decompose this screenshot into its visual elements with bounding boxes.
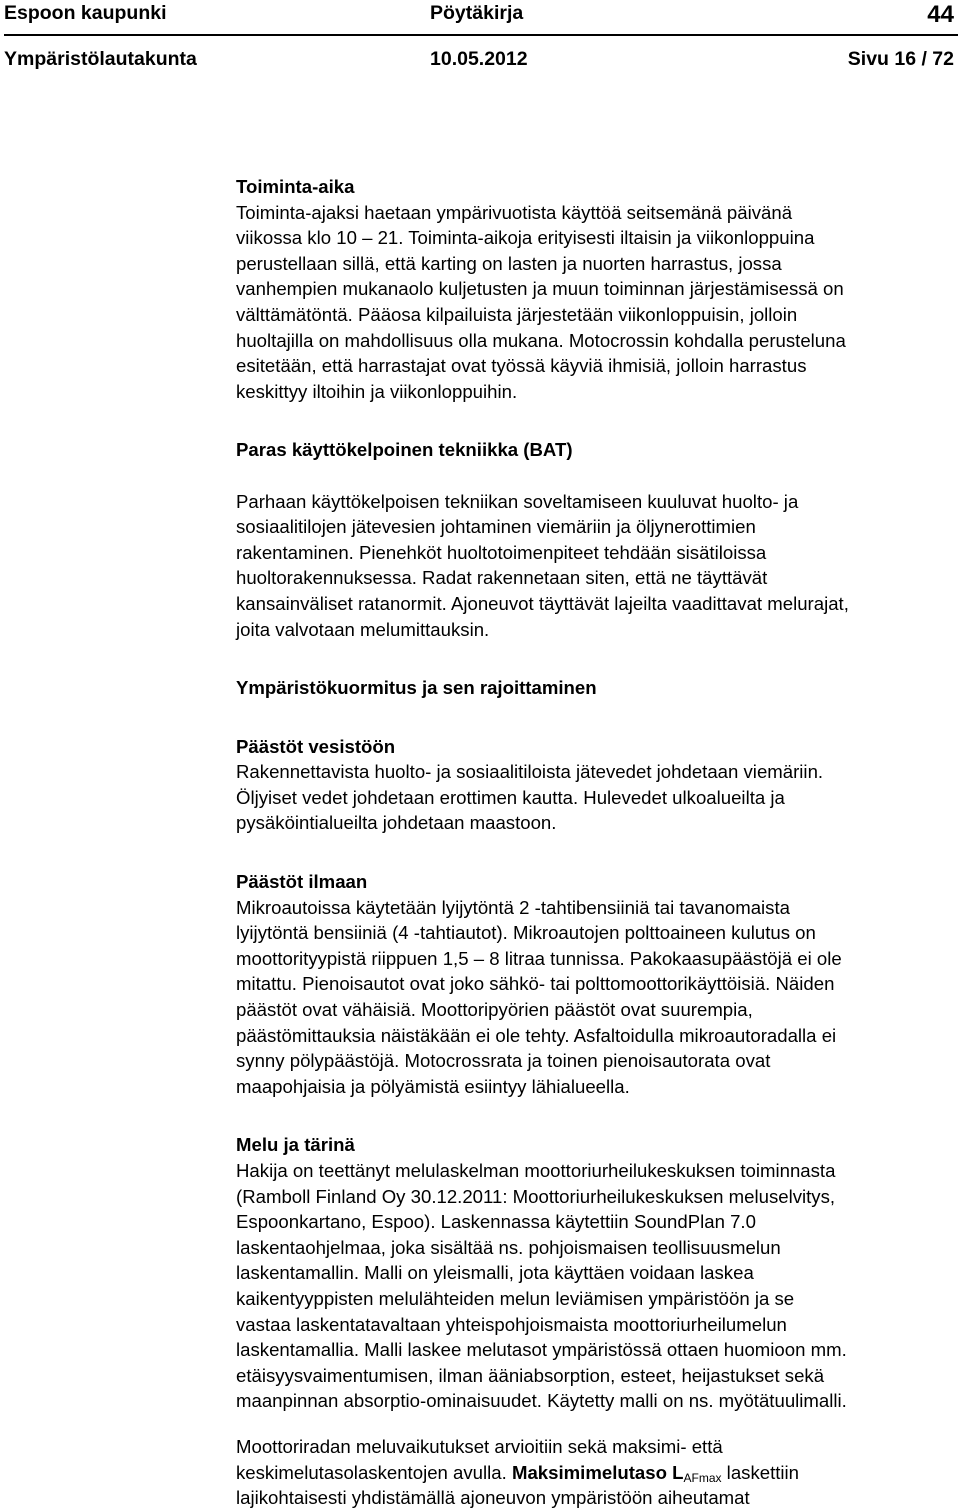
text-line: välttämätöntä. Pääosa kilpailuista järjestetään viikonloppuisin, jolloin xyxy=(236,303,798,325)
text-line: lyijytöntä bensiiniä (4 -tahtiautot). Mikroautojen polttoaineen kulutus on xyxy=(236,922,816,944)
text-line: huoltajilla on mahdollisuus olla mukana. Motocrossin kohdalla perusteluna xyxy=(236,329,846,351)
meeting-date: 10.05.2012 xyxy=(430,48,528,70)
text-line: Espoonkartano, Espoo). Laskennassa käytettiin SoundPlan 7.0 xyxy=(236,1211,756,1233)
section-title: Paras käyttökelpoinen tekniikka (BAT) xyxy=(236,439,573,461)
section-title: Toiminta-aika xyxy=(236,176,355,197)
text-line: (Ramboll Finland Oy 30.12.2011: Moottoriurheilukeskuksen meluselvitys, xyxy=(236,1185,836,1207)
text-line: Mikroautoissa käytetään lyijytöntä 2 -tahtibensiiniä tai tavanomaista xyxy=(236,896,790,918)
section-melu xyxy=(236,1132,960,1510)
text-line: laskentamallia. Malli laskee melutasot ympäristössä ottaen huomioon mm. xyxy=(236,1339,847,1361)
text-line: huoltorakennuksessa. Radat rakennetaan siten, että ne täyttävät xyxy=(236,567,768,589)
text-line: etäisyysvaimentumisen, ilman ääniabsorption, esteet, heijastukset sekä xyxy=(236,1364,825,1386)
text-span: keskimelutasolaskentojen avulla. xyxy=(236,1461,512,1483)
org-name: Espoon kaupunki xyxy=(4,2,167,24)
text-line: laskentaohjelmaa, joka sisältää ns. pohjoismaisen teollisuusmelun xyxy=(236,1236,781,1258)
section-title: Päästöt ilmaan xyxy=(236,871,368,893)
text-line: päästöt ovat vähäisiä. Moottoripyörien päästöt ovat suurempia, xyxy=(236,999,753,1021)
page-indicator: Sivu 16 / 72 xyxy=(847,48,954,70)
document-type: Pöytäkirja xyxy=(430,2,524,24)
section-vesisto xyxy=(236,734,960,836)
text-line: Toiminta-ajaksi haetaan ympärivuotista käyttöä seitsemänä päivänä xyxy=(236,201,793,223)
text-line: vastaa laskentatavaltaan yhteispohjoismaista moottoriurheilumelun xyxy=(236,1313,787,1335)
text-line: maapohjaisia ja pölyämistä esiintyy lähialueella. xyxy=(236,1075,630,1097)
section-title: Päästöt vesistöön xyxy=(236,735,396,757)
section-toiminta-aika xyxy=(236,174,960,404)
section-title: Ympäristökuormitus ja sen rajoittaminen xyxy=(236,677,597,699)
header-row-top xyxy=(4,2,956,30)
section-ilmaan xyxy=(236,869,960,1099)
text-line: laskentamallin. Malli on yleismalli, jota käyttäen voidaan laskea xyxy=(236,1262,754,1284)
text-line: kaikentyyppisten melulähteiden melun leviämisen ympäristöön ja se xyxy=(236,1287,795,1309)
subscript: AFmax xyxy=(683,1470,722,1485)
text-line: mitattu. Pienoisautot ovat joko sähkö- tai polttomoottorikäyttöisiä. Näiden xyxy=(236,973,835,995)
text-line: Moottoriradan meluvaikutukset arvioitiin sekä maksimi- että xyxy=(236,1435,723,1457)
bold-term: Maksimimelutaso L xyxy=(511,1461,684,1483)
committee-name: Ympäristölautakunta xyxy=(4,48,197,70)
text-line: Hakija on teettänyt melulaskelman moottoriurheilukeskuksen toiminnasta xyxy=(236,1160,836,1181)
text-line: Rakennettavista huolto- ja sosiaalitiloista jätevedet johdetaan viemäriin. xyxy=(236,761,824,783)
text-line-mixed xyxy=(236,1460,960,1486)
section-kuormitus xyxy=(236,675,960,701)
section-bat xyxy=(236,437,960,642)
text-line: joita valvotaan melumittauksin. xyxy=(236,618,490,640)
text-line: sosiaalitilojen jätevesien johtaminen viemäriin ja öljynerottimien xyxy=(236,516,756,538)
text-line: perustellaan sillä, että karting on lasten ja nuorten harrastus, jossa xyxy=(236,252,782,274)
header-rule xyxy=(4,34,958,36)
section-title: Melu ja tärinä xyxy=(236,1134,355,1156)
text-line: rakentaminen. Pienehköt huoltotoimenpiteet tehdään sisätiloissa xyxy=(236,541,767,563)
text-line: keskittyy iltoihin ja viikonloppuihin. xyxy=(236,380,518,402)
text-line: viikossa klo 10 – 21. Toiminta-aikoja erityisesti iltaisin ja viikonloppuina xyxy=(236,227,815,249)
text-line: esitetään, että harrastajat ovat työssä käyviä ihmisiä, jolloin harrastus xyxy=(236,355,807,377)
text-line: maanpinnan absorptio-ominaisuudet. Käytetty malli on ns. myötätuulimalli. xyxy=(236,1390,847,1412)
text-line: synny pölypäästöjä. Motocrossrata ja toinen pienoisautorata ovat xyxy=(236,1050,771,1072)
text-line: lajikohtaisesti yhdistämällä ajoneuvon ympäristöön aiheutamat xyxy=(236,1487,750,1509)
text-span: laskettiin xyxy=(721,1461,800,1483)
text-line: moottorityypistä riippuen 1,5 – 8 litraa tunnissa. Pakokaasupäästöjä ei ole xyxy=(236,947,842,969)
text-line: kansainväliset ratanormit. Ajoneuvot täyttävät lajeilta vaadittavat melurajat, xyxy=(236,592,849,614)
text-line: Öljyiset vedet johdetaan erottimen kautta. Hulevedet ulkoalueilta ja xyxy=(236,786,785,808)
text-line: pysäköintialueilta johdetaan maastoon. xyxy=(236,812,557,834)
header-row-bottom xyxy=(4,48,956,76)
document-body xyxy=(236,174,960,1511)
text-line: vanhempien mukanaolo kuljetusten ja muun toiminnan järjestämisessä on xyxy=(236,278,844,300)
text-line: päästömittauksia näistäkään ei ole tehty. Asfaltoidulla mikroautoradalla ei xyxy=(236,1024,837,1046)
text-line: Parhaan käyttökelpoisen tekniikan soveltamiseen kuuluvat huolto- ja xyxy=(236,490,799,512)
section-number: 44 xyxy=(927,1,954,28)
